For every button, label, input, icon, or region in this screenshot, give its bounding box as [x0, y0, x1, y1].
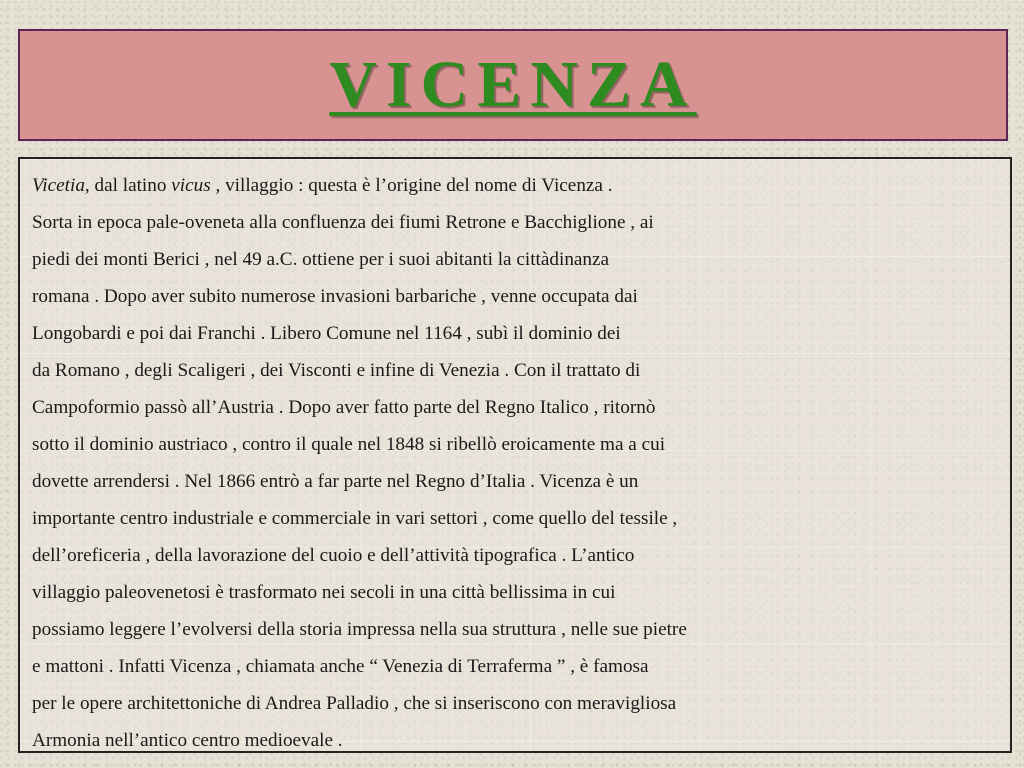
text-line: Sorta in epoca pale-oveneta alla confluenza dei fiumi Retrone e Bacchiglione , ai [32, 212, 654, 233]
text-line: e mattoni . Infatti Vicenza , chiamata anche “ Venezia di Terraferma ” , è famosa [32, 656, 649, 677]
text-panel [18, 157, 1012, 753]
text-line: piedi dei monti Berici , nel 49 a.C. ottiene per i suoi abitanti la cittàdinanza [32, 249, 610, 270]
text-line: Armonia nell’antico centro medioevale . [32, 730, 343, 751]
text-line: villaggio paleovenetosi è trasformato nei secoli in una città bellissima in cui [32, 582, 616, 603]
text-line: importante centro industriale e commerciale in vari settori , come quello del tessile , [32, 508, 678, 529]
text-line: Longobardi e poi dai Franchi . Libero Comune nel 1164 , subì il dominio dei [32, 323, 621, 344]
italic-term-vicetia: Vicetia [32, 175, 85, 196]
text-line: possiamo leggere l’evolversi della storia impressa nella sua struttura , nelle sue pietre [32, 619, 687, 640]
text-line: Campoformio passò all’Austria . Dopo aver fatto parte del Regno Italico , ritornò [32, 397, 656, 418]
text-line: dell’oreficeria , della lavorazione del cuoio e dell’attività tipografica . L’antico [32, 545, 635, 566]
page-title: VICENZA [329, 48, 697, 121]
italic-term-vicus: vicus , [171, 175, 221, 196]
text-line: da Romano , degli Scaligeri , dei Visconti e infine di Venezia . Con il trattato di [32, 360, 641, 381]
title-banner [18, 29, 1008, 141]
text-line: per le opere architettoniche di Andrea Palladio , che si inseriscono con meravigliosa [32, 693, 677, 714]
text-line: sotto il dominio austriaco , contro il quale nel 1848 si ribellò eroicamente ma a cui [32, 434, 666, 455]
body-paragraph [32, 167, 1000, 759]
text-line: romana . Dopo aver subito numerose invasioni barbariche , venne occupata dai [32, 286, 638, 307]
text-fragment: , dal latino [84, 175, 172, 196]
text-line-1 [32, 167, 1000, 204]
text-line: dovette arrendersi . Nel 1866 entrò a far parte nel Regno d’Italia . Vicenza è un [32, 471, 639, 492]
text-fragment: villaggio : questa è l’origine del nome di Vicenza . [220, 175, 613, 196]
